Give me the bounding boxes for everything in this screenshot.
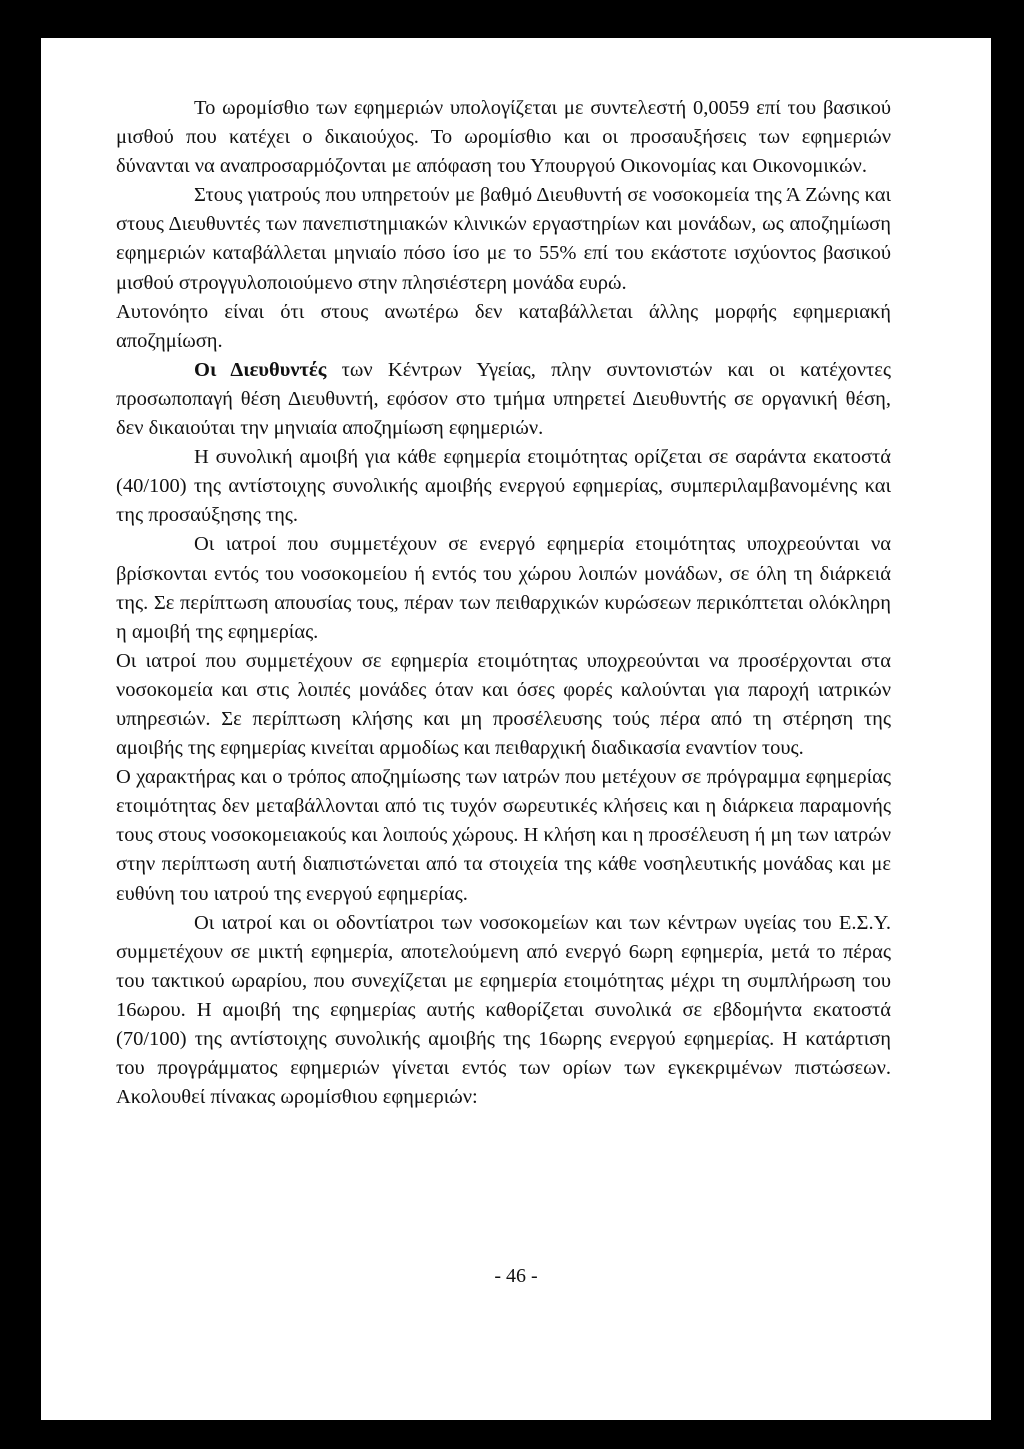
document-page: [41, 38, 991, 1420]
paragraph-hourly-rate: Το ωρομίσθιο των εφημεριών υπολογίζεται με συντελεστή 0,0059 επί του βασικού μισθού που κατέχει ο δικαιούχος. Το ωρομίσθιο και οι προσαυξήσεις των εφημεριών δύνανται να αναπροσαρμόζονται με απόφαση του Υπουργού Οικονομίας και Οικονομικών.: [116, 97, 891, 178]
paragraph-body: των Κέντρων Υγείας, πλην συντονιστών και οι κατέχοντες προσωποπαγή θέση Διευθυντή, εφόσον στο τμήμα υπηρετεί Διευθυντής σε οργανική θέση, δεν δικαιούται την μηνιαία αποζημίωση εφημεριών.: [116, 358, 891, 440]
document-body: [116, 94, 891, 1112]
paragraph-directors-zone-a: Στους γιατρούς που υπηρετούν με βαθμό Διευθυντή σε νοσοκομεία της Ά Ζώνης και στους Διευθυντές των πανεπιστημιακών κλινικών εργαστηρίων και μονάδων, ως αποζημίωση εφημεριών καταβάλλεται μηνιαίο πόσο ίσο με το 55% επί του εκάστοτε ισχύοντος βασικού μισθού στρογγυλοποιούμενο στην πλησιέστερη μονάδα ευρώ.: [116, 184, 891, 294]
paragraph-compensation-nature: Ο χαρακτήρας και ο τρόπος αποζημίωσης των ιατρών που μετέχουν σε πρόγραμμα εφημερίας ετοιμότητας δεν μεταβάλλονται από τις τυχόν σωρευτικές κλήσεις και η διάρκεια παραμονής τους στους νοσοκομειακούς και λοιπούς χώρους. Η κλήση και η προσέλευση ή μη των ιατρών στην περίπτωση αυτή διαπιστώνεται από τα στοιχεία της κάθε νοσηλευτικής μονάδας και με ευθύνη του ιατρού της ενεργού εφημερίας.: [116, 766, 891, 905]
paragraph-mixed-duty: Οι ιατροί και οι οδοντίατροι των νοσοκομείων και των κέντρων υγείας του Ε.Σ.Υ. συμμετέχουν σε μικτή εφημερία, αποτελούμενη από ενεργό 6ωρη εφημερία, μετά το πέρας του τακτικού ωραρίου, που συνεχίζεται με εφημερία ετοιμότητας μέχρι τη συμπλήρωση του 16ωρου. Η αμοιβή της εφημερίας αυτής καθορίζεται συνολικά σε εβδομήντα εκατοστά (70/100) της αντίστοιχης συνολικής αμοιβής της 16ωρης ενεργού εφημερίας. Η κατάρτιση του προγράμματος εφημεριών γίνεται εντός των ορίων των εγκεκριμένων πιστώσεων. Ακολουθεί πίνακας ωρομίσθιου εφημεριών:: [116, 911, 891, 1109]
paragraph-standby-call: Οι ιατροί που συμμετέχουν σε εφημερία ετοιμότητας υποχρεούνται να προσέρχονται στα νοσοκομεία και στις λοιπές μονάδες όταν και όσες φορές καλούνται για παροχή ιατρικών υπηρεσιών. Σε περίπτωση κλήσης και μη προσέλευσης τούς πέρα από τη στέρηση της αμοιβής της εφημερίας κινείται αρμοδίως και πειθαρχική διαδικασία εναντίον τους.: [116, 649, 891, 760]
page-number: - 46 -: [494, 1265, 538, 1287]
paragraph-no-other-compensation: Αυτονόητο είναι ότι στους ανωτέρω δεν καταβάλλεται άλλης μορφής εφημεριακή αποζημίωση.: [116, 300, 891, 352]
paragraph-standby-presence: Οι ιατροί που συμμετέχουν σε ενεργό εφημερία ετοιμότητας υποχρεούνται να βρίσκονται εντός του νοσοκομείου ή εντός του χώρου λοιπών μονάδων, σε όλη τη διάρκειά της. Σε περίπτωση απουσίας τους, πέραν των πειθαρχικών κυρώσεων περικόπτεται ολόκληρη η αμοιβή της εφημερίας.: [116, 533, 891, 643]
paragraph-standby-total: Η συνολική αμοιβή για κάθε εφημερία ετοιμότητας ορίζεται σε σαράντα εκατοστά (40/100) της αντίστοιχης συνολικής αμοιβής ενεργού εφημερίας, συμπεριλαμβανομένης και της προσαύξησης της.: [116, 446, 891, 527]
paragraph-lead-bold: Οι Διευθυντές: [194, 358, 327, 381]
paragraph-health-center-directors: [116, 356, 891, 443]
